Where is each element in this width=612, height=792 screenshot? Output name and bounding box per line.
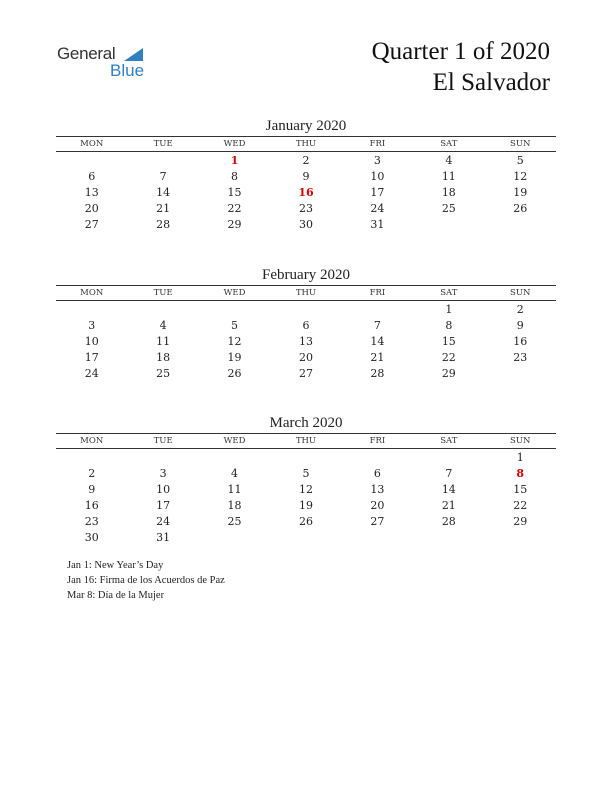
day-cell: 14: [370, 334, 385, 348]
day-cell: 15: [227, 185, 242, 199]
weekday-label: MON: [80, 436, 104, 446]
day-cell: 4: [231, 466, 239, 480]
month-calendar: [56, 413, 556, 545]
day-cell: 12: [513, 169, 528, 183]
month-title: January 2020: [265, 118, 347, 134]
logo-text-blue: Blue: [110, 61, 145, 80]
weekday-header: [56, 136, 556, 152]
day-cell: 22: [513, 498, 528, 512]
weekday-label: TUE: [153, 139, 173, 149]
weekday-label: MON: [80, 288, 104, 298]
day-cell: 16: [84, 498, 99, 512]
day-cell: 31: [156, 530, 171, 544]
holiday-day-cell: 1: [230, 153, 239, 167]
weekday-label: FRI: [369, 288, 386, 298]
day-cell: 20: [298, 350, 313, 364]
week-row: [56, 349, 556, 365]
day-cell: 14: [156, 185, 171, 199]
day-cell: 1: [445, 302, 453, 316]
day-cell: 23: [84, 514, 99, 528]
month-title: March 2020: [269, 415, 343, 431]
day-cell: 3: [373, 153, 381, 167]
day-cell: 24: [370, 201, 385, 215]
week-row: [56, 449, 556, 465]
day-cell: 13: [370, 482, 385, 496]
day-cell: 9: [302, 169, 310, 183]
day-cell: 9: [88, 482, 96, 496]
holiday-note: Jan 16: Firma de los Acuerdos de Paz: [67, 575, 225, 586]
week-row: [56, 465, 556, 481]
day-cell: 7: [373, 318, 381, 332]
holiday-notes: [67, 558, 225, 603]
day-cell: 10: [370, 169, 385, 183]
weekday-label: SAT: [440, 436, 458, 446]
day-cell: 5: [231, 318, 239, 332]
day-cell: 22: [227, 201, 242, 215]
day-cell: 1: [516, 450, 524, 464]
day-cell: 17: [84, 350, 99, 364]
title-quarter: Quarter 1 of 2020: [371, 38, 550, 65]
day-cell: 12: [298, 482, 313, 496]
weekday-label: WED: [223, 139, 246, 149]
day-cell: 18: [156, 350, 171, 364]
weekday-label: SUN: [510, 139, 531, 149]
day-cell: 25: [156, 366, 171, 380]
day-cell: 21: [441, 498, 456, 512]
weekday-header: [56, 285, 556, 301]
day-cell: 19: [298, 498, 313, 512]
day-cell: 25: [441, 201, 456, 215]
week-row: [56, 497, 556, 513]
day-cell: 28: [370, 366, 385, 380]
day-cell: 7: [159, 169, 167, 183]
day-cell: 11: [227, 482, 242, 496]
day-cell: 27: [298, 366, 313, 380]
weekday-label: THU: [295, 288, 317, 298]
day-cell: 10: [84, 334, 99, 348]
week-row: [56, 216, 556, 232]
day-cell: 25: [227, 514, 242, 528]
weekday-label: TUE: [153, 288, 173, 298]
week-row: [56, 317, 556, 333]
day-cell: 11: [156, 334, 171, 348]
day-cell: 7: [445, 466, 453, 480]
day-cell: 6: [302, 318, 310, 332]
day-cell: 27: [370, 514, 385, 528]
day-cell: 3: [159, 466, 167, 480]
day-cell: 11: [441, 169, 456, 183]
day-cell: 28: [156, 217, 171, 231]
day-cell: 18: [227, 498, 242, 512]
page-title: [372, 36, 550, 98]
weekday-label: SUN: [510, 436, 531, 446]
weekday-label: THU: [295, 436, 317, 446]
week-row: [56, 333, 556, 349]
day-cell: 2: [302, 153, 310, 167]
day-cell: 30: [84, 530, 99, 544]
holiday-day-cell: 8: [516, 466, 525, 480]
weekday-label: THU: [295, 139, 317, 149]
day-cell: 5: [302, 466, 310, 480]
month-calendar: [56, 116, 556, 232]
day-cell: 23: [298, 201, 313, 215]
weekday-label: MON: [80, 139, 104, 149]
week-row: [56, 513, 556, 529]
holiday-note: Mar 8: Día de la Mujer: [67, 590, 165, 601]
holiday-note: Jan 1: New Year’s Day: [67, 560, 164, 571]
day-cell: 31: [370, 217, 385, 231]
day-cell: 24: [156, 514, 171, 528]
day-cell: 10: [156, 482, 171, 496]
day-cell: 8: [231, 169, 239, 183]
day-cell: 24: [84, 366, 99, 380]
logo-text-general: General: [57, 44, 116, 63]
day-cell: 19: [227, 350, 242, 364]
day-cell: 18: [441, 185, 456, 199]
logo-triangle-icon: [124, 48, 143, 61]
week-row: [56, 481, 556, 497]
weekday-label: FRI: [369, 139, 386, 149]
day-cell: 26: [513, 201, 528, 215]
month-title: February 2020: [262, 267, 350, 283]
day-cell: 27: [84, 217, 99, 231]
week-row: [56, 365, 556, 381]
day-cell: 4: [159, 318, 167, 332]
weekday-label: SAT: [440, 139, 458, 149]
weekday-header: [56, 433, 556, 449]
day-cell: 3: [88, 318, 96, 332]
weekday-label: WED: [223, 436, 246, 446]
weekday-label: FRI: [369, 436, 386, 446]
day-cell: 15: [441, 334, 456, 348]
day-cell: 2: [516, 302, 524, 316]
holiday-day-cell: 16: [298, 185, 314, 199]
day-cell: 21: [370, 350, 385, 364]
day-cell: 26: [227, 366, 242, 380]
day-cell: 29: [513, 514, 528, 528]
day-cell: 2: [88, 466, 96, 480]
day-cell: 22: [441, 350, 456, 364]
week-row: [56, 152, 556, 168]
day-cell: 23: [513, 350, 528, 364]
weekday-label: SUN: [510, 288, 531, 298]
day-cell: 21: [156, 201, 171, 215]
day-cell: 8: [445, 318, 453, 332]
day-cell: 16: [513, 334, 528, 348]
generalblue-logo: [57, 44, 145, 80]
day-cell: 20: [84, 201, 99, 215]
month-calendar: [56, 265, 556, 381]
day-cell: 17: [156, 498, 171, 512]
day-cell: 13: [298, 334, 313, 348]
week-row: [56, 168, 556, 184]
day-cell: 14: [441, 482, 456, 496]
title-country: El Salvador: [432, 69, 550, 96]
day-cell: 30: [298, 217, 313, 231]
weekday-label: TUE: [153, 436, 173, 446]
day-cell: 9: [516, 318, 524, 332]
day-cell: 17: [370, 185, 385, 199]
day-cell: 28: [441, 514, 456, 528]
day-cell: 4: [445, 153, 453, 167]
day-cell: 5: [516, 153, 524, 167]
week-row: [56, 200, 556, 216]
day-cell: 6: [373, 466, 381, 480]
day-cell: 12: [227, 334, 242, 348]
day-cell: 26: [298, 514, 313, 528]
week-row: [56, 301, 556, 317]
day-cell: 15: [513, 482, 528, 496]
day-cell: 13: [84, 185, 99, 199]
week-row: [56, 529, 556, 545]
day-cell: 19: [513, 185, 528, 199]
day-cell: 6: [88, 169, 96, 183]
weekday-label: SAT: [440, 288, 458, 298]
week-row: [56, 184, 556, 200]
weekday-label: WED: [223, 288, 246, 298]
day-cell: 20: [370, 498, 385, 512]
day-cell: 29: [441, 366, 456, 380]
day-cell: 29: [227, 217, 242, 231]
